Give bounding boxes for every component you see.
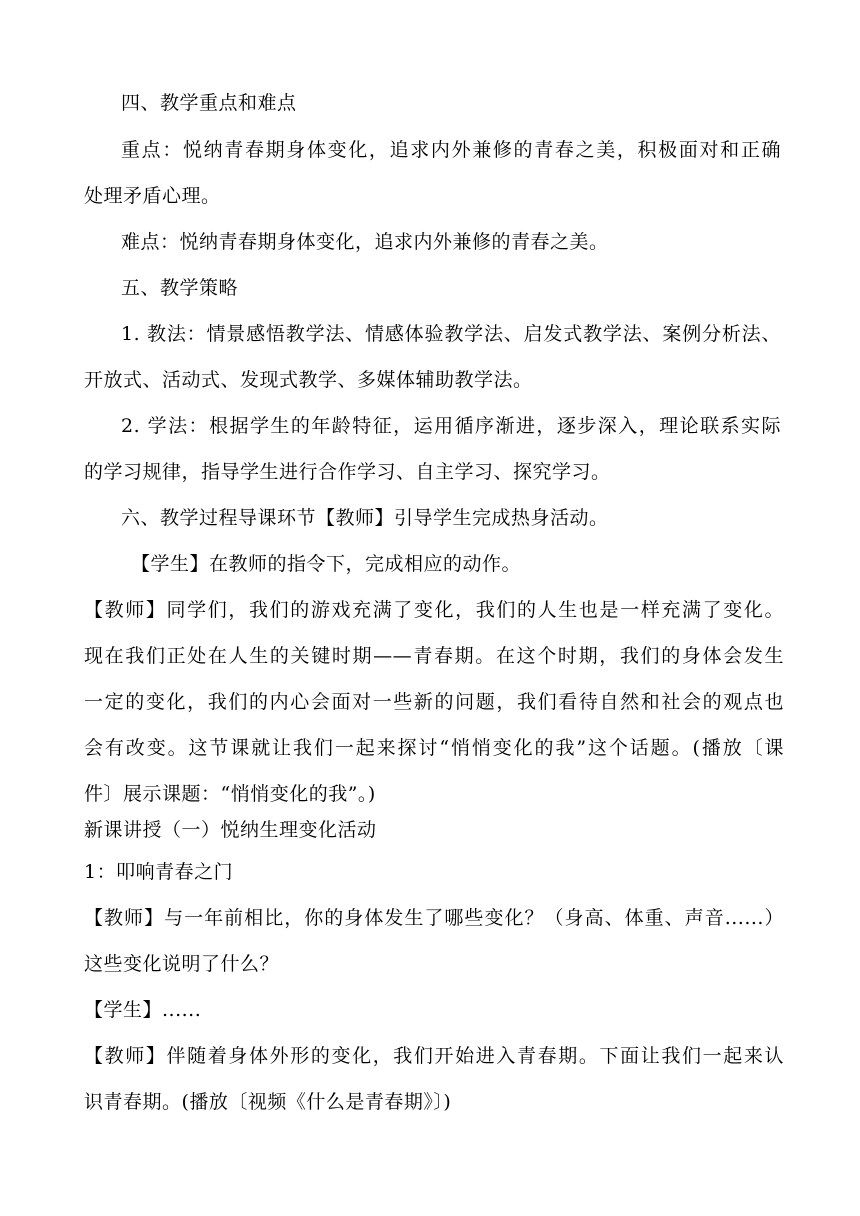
- teacher-paragraph-line-3: 一定的变化，我们的内心会面对一些新的问题，我们看待自然和社会的观点也: [84, 691, 784, 713]
- difficulty-line: 难点：悦纳青春期身体变化，追求内外兼修的青春之美。: [121, 231, 609, 253]
- new-lesson-heading: 新课讲授（一）悦纳生理变化活动: [84, 819, 377, 841]
- teacher-question-line-1: 【教师】与一年前相比，你的身体发生了哪些变化？（身高、体重、声音......）: [84, 907, 784, 929]
- learning-method-line-1: 2. 学法：根据学生的年龄特征，运用循序渐进，逐步深入，理论联系实际: [121, 415, 781, 437]
- section-heading-5: 五、教学策略: [121, 277, 239, 299]
- teacher-paragraph-line-2: 现在我们正处在人生的关键时期——青春期。在这个时期，我们的身体会发生: [84, 645, 784, 667]
- student-answer-line: 【学生】......: [84, 999, 202, 1021]
- section-heading-6: 六、教学过程导课环节【教师】引导学生完成热身活动。: [121, 507, 609, 529]
- activity-1-heading: 1：叩响青春之门: [84, 861, 234, 883]
- teacher-intro-line-2: 识青春期。(播放〔视频《什么是青春期》〕): [84, 1091, 452, 1113]
- student-line-1: 【学生】在教师的指令下，完成相应的动作。: [131, 553, 522, 575]
- teacher-paragraph-line-1: 【教师】同学们，我们的游戏充满了变化，我们的人生也是一样充满了变化。: [84, 599, 784, 621]
- teacher-question-line-2: 这些变化说明了什么？: [84, 953, 280, 975]
- teacher-paragraph-line-5: 件〕展示课题：“悄悄变化的我”。): [84, 783, 376, 805]
- teacher-intro-line-1: 【教师】伴随着身体外形的变化，我们开始进入青春期。下面让我们一起来认: [84, 1045, 784, 1067]
- teaching-method-line-2: 开放式、活动式、发现式教学、多媒体辅助教学法。: [84, 369, 533, 391]
- section-heading-4: 四、教学重点和难点: [121, 92, 297, 114]
- teacher-paragraph-line-4: 会有改变。这节课就让我们一起来探讨“悄悄变化的我”这个话题。(播放〔课: [84, 737, 784, 759]
- key-point-line-2: 处理矛盾心理。: [84, 185, 221, 207]
- key-point-line-1: 重点：悦纳青春期身体变化，追求内外兼修的青春之美，积极面对和正确: [121, 139, 781, 161]
- learning-method-line-2: 的学习规律，指导学生进行合作学习、自主学习、探究学习。: [84, 461, 611, 483]
- teaching-method-line-1: 1. 教法：情景感悟教学法、情感体验教学法、启发式教学法、案例分析法、: [121, 323, 781, 345]
